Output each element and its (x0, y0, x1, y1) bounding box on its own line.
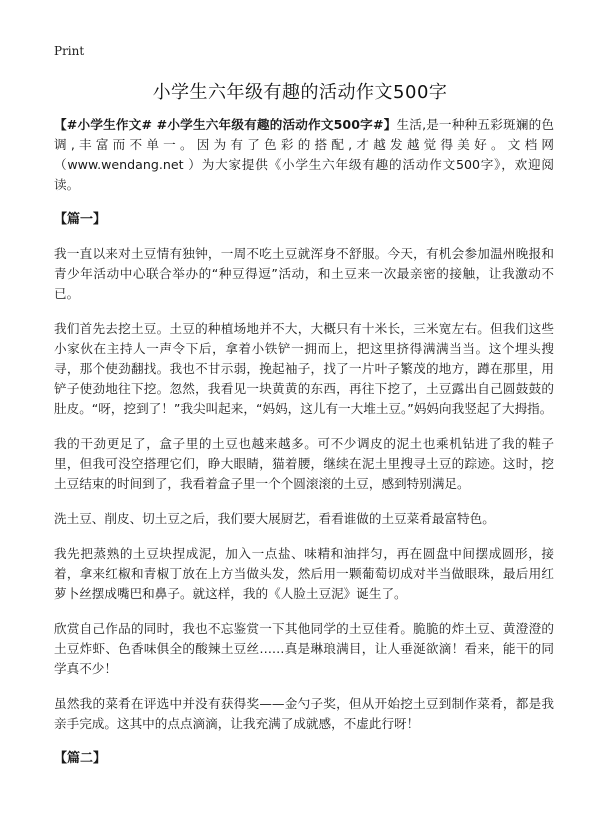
print-label: Print (54, 44, 85, 58)
intro-text: 生活,是一种种五彩斑斓的色调,丰富而不单一。因为有了色彩的搭配,才越发越觉得美好。文档网（www.wendang.net ）为大家提供《小学生六年级有趣的活动作文500字》，欢迎阅读。 (54, 117, 554, 192)
section-heading-1: 【篇一】 (54, 212, 107, 227)
paragraph: 洗土豆、削皮、切土豆之后，我们要大展厨艺，看看谁做的土豆菜肴最富特色。 (54, 511, 495, 526)
paragraph: 我们首先去挖土豆。土豆的种植场地并不大，大概只有十米长，三米宽左右。但我们这些小家伙在主持人一声令下后，拿着小铁铲一拥而上，把这里挤得满满当当。这个埋头搜寻，那个使劲翻找。我也不甘示弱，挽起袖子，找了一片叶子繁茂的地方，蹲在那里，用铲子使劲地往下挖。忽然，我看见一块黄黄的东西，再往下挖了，土豆露出自己圆鼓鼓的肚皮。“呀，挖到了！”我尖叫起来，“妈妈，这儿有一大堆土豆。”妈妈向我竖起了大拇指。 (54, 321, 554, 416)
paragraph: 我的干劲更足了，盒子里的土豆也越来越多。可不少调皮的泥土也乘机钻进了我的鞋子里，但我可没空搭理它们，睁大眼睛，猫着腰，继续在泥土里搜寻土豆的踪迹。这时，挖土豆结束的时间到了，我看着盒子里一个个圆滚滚的土豆，感到特别满足。 (54, 436, 554, 491)
paragraph: 我先把蒸熟的土豆块捏成泥，加入一点盐、味精和油拌匀，再在圆盘中间摆成圆形，接着，拿来红椒和青椒丁放在上方当做头发，然后用一颗葡萄切成对半当做眼珠，最后用红萝卜丝摆成嘴巴和鼻子。就这样，我的《人脸土豆泥》诞生了。 (54, 546, 554, 601)
page-title: 小学生六年级有趣的活动作文500字 (152, 82, 448, 103)
paragraph: 我一直以来对土豆情有独钟，一周不吃土豆就浑身不舒服。今天，有机会参加温州晚报和青少年活动中心联合举办的“种豆得逗”活动，和土豆来一次最亲密的接触，让我激动不已。 (54, 246, 554, 301)
paragraph: 欣赏自己作品的同时，我也不忘鉴赏一下其他同学的土豆佳肴。脆脆的炸土豆、黄澄澄的土豆炸虾、色香味俱全的酸辣土豆丝……真是琳琅满目，让人垂涎欲滴！看来，能干的同学真不少！ (54, 621, 554, 676)
section-heading-2: 【篇二】 (54, 751, 107, 766)
article-body (54, 115, 554, 783)
intro-paragraph (54, 115, 554, 195)
paragraph: 虽然我的菜肴在评选中并没有获得奖——金勺子奖，但从开始挖土豆到制作菜肴，都是我亲手完成。这其中的点点滴滴，让我充满了成就感，不虚此行呀！ (54, 696, 554, 731)
intro-tags: 【#小学生作文# #小学生六年级有趣的活动作文500字#】 (54, 117, 397, 132)
